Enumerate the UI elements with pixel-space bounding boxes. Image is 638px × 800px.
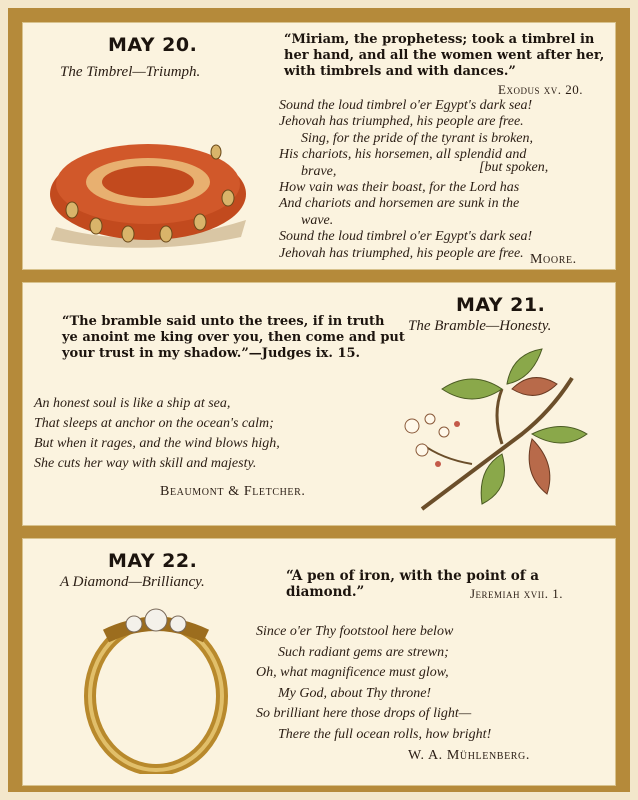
bramble-illustration	[382, 344, 602, 519]
timbrel-illustration	[36, 122, 256, 252]
entry-subtitle: The Bramble—Honesty.	[408, 318, 552, 334]
entry-subtitle: The Timbrel—Triumph.	[60, 64, 201, 80]
entry-date: MAY 20.	[108, 34, 198, 56]
poem-author: Moore.	[530, 252, 577, 267]
scripture-quote: “The bramble said unto the trees, if in truth ye anoint me king over you, then come and put your trust in my shadow.”—Judges ix. 15.	[62, 314, 405, 361]
scripture-reference: Exodus xv. 20.	[498, 82, 583, 97]
scripture-quote: “A pen of iron, with the point of a diamond.”	[286, 568, 540, 600]
poem-author: Beaumont & Fletcher.	[160, 484, 306, 499]
poem: Sound the loud timbrel o'er Egypt's dark sea! Jehovah has triumphed, his people are free. Sing, for the pride of the tyrant is broken, His chariots, his horsemen, all splendid and brave, [but spoken, How vain was their boast, for the Lord has And chariots and horsemen are sunk in the wave. Sound the loud timbrel o'er Egypt's dark sea! Jehovah has triumphed, his people are free.	[279, 98, 549, 261]
ring-illustration	[72, 594, 242, 774]
entry-subtitle: A Diamond—Brilliancy.	[60, 574, 205, 590]
poem-author: W. A. Mühlenberg.	[408, 748, 530, 763]
entry-may-22	[22, 538, 616, 786]
entry-date: MAY 21.	[456, 294, 546, 316]
poem: Since o'er Thy footstool here below Such radiant gems are strewn; Oh, what magnificence must glow, My God, about Thy throne! So brilliant here those drops of light— There the full ocean rolls, how bright!	[256, 624, 492, 742]
entry-may-21	[22, 282, 616, 526]
entry-may-20	[22, 22, 616, 270]
scripture-quote: “Miriam, the prophetess; took a timbrel in her hand, and all the women went after her, with timbrels and with dances.”	[284, 32, 605, 79]
poem: An honest soul is like a ship at sea, That sleeps at anchor on the ocean's calm; But when it rages, and the wind blows high, She cuts her way with skill and majesty.	[34, 396, 280, 471]
scripture-reference: Jeremiah xvii. 1.	[470, 586, 564, 601]
entry-date: MAY 22.	[108, 550, 198, 572]
